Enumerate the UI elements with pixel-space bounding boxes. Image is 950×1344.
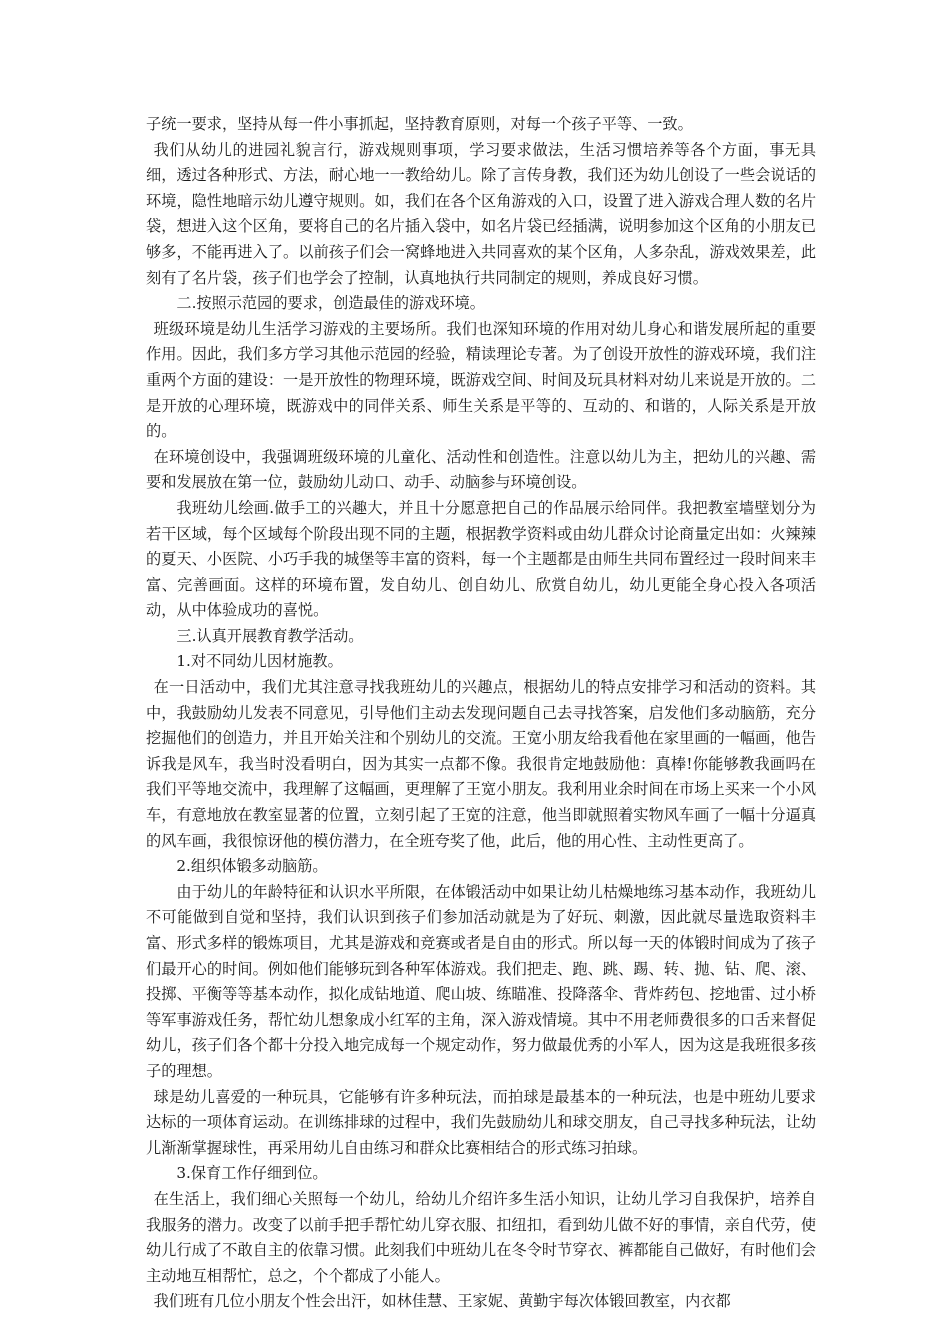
paragraph-continued: 子统一要求，坚持从每一件小事抓起，坚持教育原则，对每一个孩子平等、一致。 (146, 115, 693, 133)
paragraph-daily-care: 在生活上，我们细心关照每一个幼儿，给幼儿介绍许多生活小知识，让幼儿学习自我保护，培养自我服务的潜力。改变了以前手把手帮忙幼儿穿衣服、扣纽扣，看到幼儿做不好的事情，亲自代劳，使幼儿行成了不敢自主的依靠习惯。此刻我们中班幼儿在冬令时节穿衣、裤都能自己做好，有时他们会主动地互相帮忙，总之，个个都成了小能人。 (146, 1189, 816, 1285)
paragraph-class-environment: 班级环境是幼儿生活学习游戏的主要场所。我们也深知环境的作用对幼儿身心和谐发展所起的重要作用。因此，我们多方学习其他示范园的经验，精读理论专著。为了创设开放性的游戏环境，我们注重两个方面的建设：一是开放性的物理环境，既游戏空间、时间及玩具材料对幼儿来说是开放的。二是开放的心理环境，既游戏中的同伴关系、师生关系是平等的、互动的、和谐的，人际关系是开放的。 (146, 319, 816, 441)
subsection-heading-3: 3.保育工作仔细到位。 (176, 1164, 328, 1183)
section-heading-2: 二.按照示范园的要求，创造最佳的游戏环境。 (176, 294, 485, 313)
paragraph-individual-teaching: 在一日活动中，我们尤其注意寻找我班幼儿的兴趣点，根据幼儿的特点安排学习和活动的资料。其中，我鼓励幼儿发表不同意见，引导他们主动去发现问题自己去寻找答案，启发他们多动脑筋，充分挖掘他们的创造力，并且开始关注和个别幼儿的交流。王宽小朋友给我看他在家里画的一幅画，他告诉我是风车，我当时没看明白，因为其实一点都不像。我很肯定地鼓励他：真棒!你能够教我画吗在我们平等地交流中，我理解了这幅画，更理解了王宽小朋友。我利用业余时间在市场上买来一个小风车，有意地放在教室显著的位置，立刻引起了王宽的注意，他当即就照着实物风车画了一幅十分逼真的风车画，我很惊讶他的模仿潜力，在全班夸奖了他，此后，他的用心性、主动性更高了。 (146, 678, 816, 850)
paragraph-wall-display: 我班幼儿绘画.做手工的兴趣大，并且十分愿意把自己的作品展示给同伴。我把教室墙壁划分为若干区域，每个区域每个阶段出现不同的主题，根据教学资料或由幼儿群众讨论商量定出如：火辣辣的夏天、小医院、小巧手我的城堡等丰富的资料，每一个主题都是由师生共同布置经过一段时间来丰富、完善画面。这样的环境布置，发自幼儿、创自幼儿、欣赏自幼儿，幼儿更能全身心投入各项活动，从中体验成功的喜悦。 (146, 498, 816, 620)
document-body (146, 112, 816, 1315)
paragraph-physical-exercise: 由于幼儿的年龄特征和认识水平所限，在体锻活动中如果让幼儿枯燥地练习基本动作，我班幼儿不可能做到自觉和坚持，我们认识到孩子们参加活动就是为了好玩、刺激，因此就尽量选取资料丰富、形式多样的锻炼项目，尤其是游戏和竞赛或者是自由的形式。所以每一天的体锻时间成为了孩子们最开心的时间。例如他们能够玩到各种军体游戏。我们把走、跑、跳、踢、转、抛、钻、爬、滚、投掷、平衡等等基本动作，拟化成钻地道、爬山坡、练瞄准、投降落伞、背炸药包、挖地雷、过小桥等军事游戏任务，帮忙幼儿想象成小红军的主角，深入游戏情境。其中不用老师费很多的口舌来督促幼儿，孩子们各个都十分投入地完成每一个规定动作，努力做最优秀的小军人，因为这是我班很多孩子的理想。 (146, 882, 816, 1080)
subsection-heading-1: 1.对不同幼儿因材施教。 (176, 652, 343, 671)
paragraph-sweating-children: 我们班有几位小朋友个性会出汗，如林佳慧、王家妮、黄勤宇每次体锻回教室，内衣都 (153, 1292, 731, 1311)
paragraph-rules-training: 我们从幼儿的进园礼貌言行，游戏规则事项，学习要求做法，生活习惯培养等各个方面，事无具细，透过各种形式、方法，耐心地一一教给幼儿。除了言传身教，我们还为幼儿创设了一些会说话的环境，隐性地暗示幼儿遵守规则。如，我们在各个区角游戏的入口，设置了进入游戏合理人数的名片袋，想进入这个区角，要将自己的名片插入袋中，如名片袋已经插满，说明参加这个区角的小朋友已够多，不能再进入了。以前孩子们会一窝蜂地进入共同喜欢的某个区角，人多杂乱，游戏效果差，此刻有了名片袋，孩子们也学会了控制，认真地执行共同制定的规则，养成良好习惯。 (146, 140, 816, 287)
section-heading-3: 三.认真开展教育教学活动。 (176, 626, 364, 645)
paragraph-ball-games: 球是幼儿喜爱的一种玩具，它能够有许多种玩法，而拍球是最基本的一种玩法，也是中班幼儿要求达标的一项体育运动。在训练排球的过程中，我们先鼓励幼儿和球交朋友，自己寻找多种玩法，让幼儿渐渐掌握球性，再采用幼儿自由练习和群众比赛相结合的形式练习拍球。 (146, 1087, 816, 1157)
paragraph-environment-creation: 在环境创设中，我强调班级环境的儿童化、活动性和创造性。注意以幼儿为主，把幼儿的兴趣、需要和发展放在第一位，鼓励幼儿动口、动手、动脑参与环境创设。 (146, 447, 816, 492)
subsection-heading-2: 2.组织体锻多动脑筋。 (176, 857, 328, 876)
